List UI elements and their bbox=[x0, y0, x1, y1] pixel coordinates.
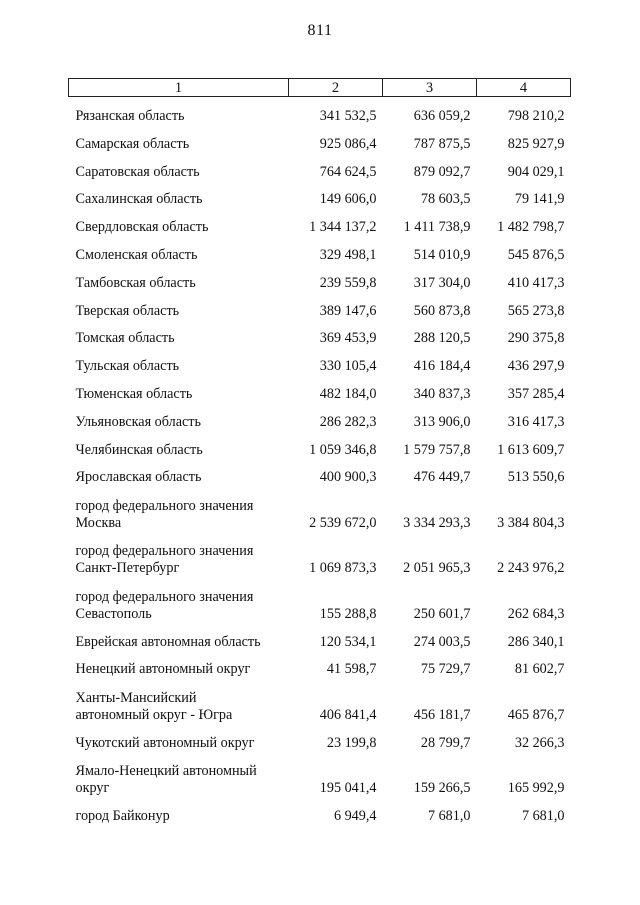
value-cell-col-3: 787 875,5 bbox=[413, 135, 471, 152]
region-name-cell: город Байконур bbox=[75, 808, 170, 825]
region-name-cell: Ульяновская область bbox=[75, 413, 201, 430]
value-cell-col-2: 341 532,5 bbox=[319, 108, 377, 124]
table-row bbox=[69, 577, 571, 623]
table-row bbox=[69, 431, 571, 459]
value-cell-col-3: 340 837,3 bbox=[413, 385, 471, 402]
table-row bbox=[69, 486, 571, 532]
region-name-cell bbox=[69, 678, 289, 724]
value-cell-col-2: 1 059 346,8 bbox=[309, 441, 377, 458]
value-cell-col-3: 274 003,5 bbox=[413, 633, 471, 650]
budget-table bbox=[68, 78, 571, 825]
region-name-line-1: город федерального значения bbox=[75, 543, 254, 560]
value-cell-col-2: 1 344 137,2 bbox=[309, 219, 377, 236]
value-cell-col-3: 416 184,4 bbox=[413, 358, 471, 375]
value-cell-col-4: 798 210,2 bbox=[507, 108, 565, 124]
value-cell-col-2: 23 199,8 bbox=[326, 734, 377, 751]
value-cell-col-2: 239 559,8 bbox=[319, 274, 377, 291]
region-name-line-2: Москва bbox=[75, 514, 122, 531]
region-name-cell bbox=[69, 752, 289, 798]
value-cell-col-3: 159 266,5 bbox=[413, 780, 471, 797]
table-row bbox=[69, 236, 571, 264]
value-cell-col-3: 7 681,0 bbox=[427, 808, 471, 825]
region-name-cell: Сахалинская область bbox=[75, 191, 203, 208]
value-cell-col-3: 288 120,5 bbox=[413, 330, 471, 347]
table-body bbox=[69, 97, 571, 826]
column-header-1: 1 bbox=[69, 79, 289, 97]
region-name-cell: Тамбовская область bbox=[75, 274, 196, 291]
region-name-line-2: Севастополь bbox=[75, 605, 152, 622]
value-cell-col-4: 565 273,8 bbox=[507, 302, 565, 319]
value-cell-col-4: 3 384 804,3 bbox=[497, 514, 565, 531]
value-cell-col-2: 329 498,1 bbox=[319, 246, 377, 263]
region-name-cell: Челябинская область bbox=[75, 441, 203, 458]
region-name-cell: Смоленская область bbox=[75, 246, 198, 263]
region-name-cell: Тверская область bbox=[75, 302, 180, 319]
value-cell-col-3: 514 010,9 bbox=[413, 246, 471, 263]
region-name-cell: Свердловская область bbox=[75, 219, 209, 236]
value-cell-col-3: 879 092,7 bbox=[413, 163, 471, 180]
value-cell-col-2: 120 534,1 bbox=[319, 633, 377, 650]
value-cell-col-4: 545 876,5 bbox=[507, 246, 565, 263]
table-row bbox=[69, 375, 571, 403]
table-row bbox=[69, 797, 571, 825]
value-cell-col-2: 925 086,4 bbox=[319, 135, 377, 152]
value-cell-col-2: 149 606,0 bbox=[319, 191, 377, 208]
region-name-line-2: Санкт-Петербург bbox=[75, 560, 180, 577]
region-name-line-2: округ bbox=[75, 780, 110, 797]
table-row bbox=[69, 752, 571, 798]
value-cell-col-3: 75 729,7 bbox=[420, 661, 471, 678]
table-row bbox=[69, 208, 571, 236]
value-cell-col-3: 2 051 965,3 bbox=[403, 560, 471, 577]
table-row bbox=[69, 724, 571, 752]
table-row bbox=[69, 651, 571, 679]
value-cell-col-3: 317 304,0 bbox=[413, 274, 471, 291]
value-cell-col-3: 1 579 757,8 bbox=[403, 441, 471, 458]
region-name-cell: Саратовская область bbox=[75, 163, 200, 180]
value-cell-col-3: 250 601,7 bbox=[413, 605, 471, 622]
value-cell-col-2: 6 949,4 bbox=[333, 808, 377, 825]
table-row bbox=[69, 678, 571, 724]
value-cell-col-2: 286 282,3 bbox=[319, 413, 377, 430]
value-cell-col-2: 389 147,6 bbox=[319, 302, 377, 319]
value-cell-col-4: 262 684,3 bbox=[507, 605, 565, 622]
table-row bbox=[69, 320, 571, 348]
value-cell-col-2: 482 184,0 bbox=[319, 385, 377, 402]
value-cell-col-4: 2 243 976,2 bbox=[497, 560, 565, 577]
value-cell-col-4: 436 297,9 bbox=[507, 358, 565, 375]
table-row bbox=[69, 347, 571, 375]
page-number: 811 bbox=[307, 22, 333, 39]
table-row bbox=[69, 97, 571, 126]
value-cell-col-2: 155 288,8 bbox=[319, 605, 377, 622]
region-name-cell: Тюменская область bbox=[75, 385, 193, 402]
value-cell-col-2: 330 105,4 bbox=[319, 358, 377, 375]
value-cell-col-3: 476 449,7 bbox=[413, 469, 471, 486]
value-cell-col-4: 1 482 798,7 bbox=[497, 219, 565, 236]
column-header-2: 2 bbox=[289, 79, 383, 97]
region-name-cell: Самарская область bbox=[75, 135, 190, 152]
value-cell-col-2: 1 069 873,3 bbox=[309, 560, 377, 577]
table-row bbox=[69, 153, 571, 181]
value-cell-col-2: 195 041,4 bbox=[319, 780, 377, 797]
table-header bbox=[69, 79, 571, 97]
value-cell-col-4: 81 602,7 bbox=[514, 661, 565, 678]
column-header-3: 3 bbox=[383, 79, 477, 97]
region-name-line-1: город федерального значения bbox=[75, 497, 254, 514]
value-cell-col-2: 41 598,7 bbox=[326, 661, 377, 678]
value-cell-col-2: 764 624,5 bbox=[319, 163, 377, 180]
header-row bbox=[69, 79, 571, 97]
region-name-cell: Тульская область bbox=[75, 358, 180, 375]
table-row bbox=[69, 459, 571, 487]
value-cell-col-3: 78 603,5 bbox=[420, 191, 471, 208]
value-cell-col-2: 369 453,9 bbox=[319, 330, 377, 347]
region-name-line-2: автономный округ - Югра bbox=[75, 706, 233, 723]
region-name-line-1: Ханты-Мансийский bbox=[75, 689, 197, 706]
value-cell-col-4: 165 992,9 bbox=[507, 780, 565, 797]
value-cell-col-4: 513 550,6 bbox=[507, 469, 565, 486]
value-cell-col-4: 1 613 609,7 bbox=[497, 441, 565, 458]
value-cell-col-4: 290 375,8 bbox=[507, 330, 565, 347]
table-row bbox=[69, 403, 571, 431]
table-row bbox=[69, 623, 571, 651]
value-cell-col-2: 406 841,4 bbox=[319, 706, 377, 723]
table-row bbox=[69, 264, 571, 292]
value-cell-col-4: 465 876,7 bbox=[507, 706, 565, 723]
region-name-cell bbox=[69, 532, 289, 578]
table-row bbox=[69, 181, 571, 209]
value-cell-col-3: 636 059,2 bbox=[413, 108, 471, 124]
value-cell-col-3: 560 873,8 bbox=[413, 302, 471, 319]
value-cell-col-4: 79 141,9 bbox=[514, 191, 565, 208]
value-cell-col-4: 7 681,0 bbox=[521, 808, 565, 825]
value-cell-col-4: 825 927,9 bbox=[507, 135, 565, 152]
region-name-line-1: город федерального значения bbox=[75, 588, 254, 605]
table-row bbox=[69, 292, 571, 320]
region-name-cell: Ненецкий автономный округ bbox=[75, 661, 251, 678]
value-cell-col-4: 904 029,1 bbox=[507, 163, 565, 180]
value-cell-col-3: 28 799,7 bbox=[420, 734, 471, 751]
value-cell-col-2: 400 900,3 bbox=[319, 469, 377, 486]
region-name-cell: Еврейская автономная область bbox=[75, 633, 261, 650]
table-row bbox=[69, 125, 571, 153]
column-header-4: 4 bbox=[477, 79, 571, 97]
value-cell-col-4: 357 285,4 bbox=[507, 385, 565, 402]
region-name-cell bbox=[69, 486, 289, 532]
value-cell-col-3: 313 906,0 bbox=[413, 413, 471, 430]
value-cell-col-4: 286 340,1 bbox=[507, 633, 565, 650]
region-name-cell: Томская область bbox=[75, 330, 175, 347]
region-name-line-1: Ямало-Ненецкий автономный bbox=[75, 763, 257, 780]
region-name-cell bbox=[69, 577, 289, 623]
value-cell-col-4: 410 417,3 bbox=[507, 274, 565, 291]
value-cell-col-3: 3 334 293,3 bbox=[403, 514, 471, 531]
region-name-cell: Ярославская область bbox=[75, 469, 202, 486]
value-cell-col-2: 2 539 672,0 bbox=[309, 514, 377, 531]
value-cell-col-3: 456 181,7 bbox=[413, 706, 471, 723]
region-name-cell: Рязанская область bbox=[75, 108, 185, 124]
region-name-cell: Чукотский автономный округ bbox=[75, 734, 255, 751]
value-cell-col-4: 316 417,3 bbox=[507, 413, 565, 430]
table-row bbox=[69, 532, 571, 578]
value-cell-col-4: 32 266,3 bbox=[514, 734, 565, 751]
value-cell-col-3: 1 411 738,9 bbox=[403, 219, 471, 236]
